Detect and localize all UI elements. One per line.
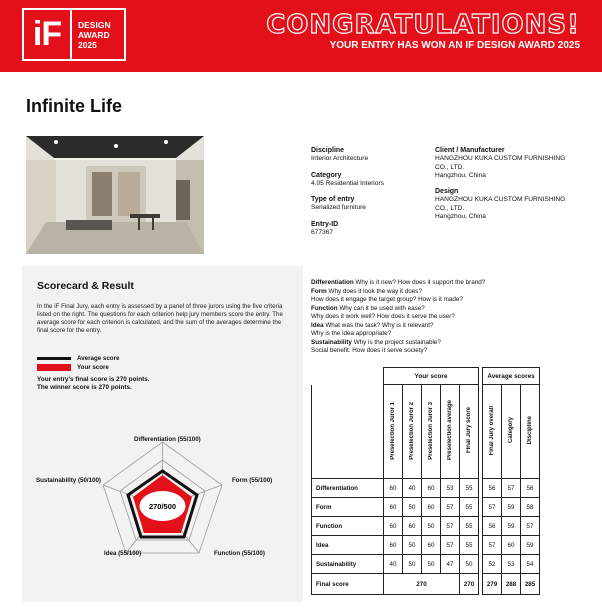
table-cell: 50 xyxy=(403,498,422,517)
table-cell: 53 xyxy=(441,479,460,498)
score-table xyxy=(311,367,540,595)
row-label: Form xyxy=(312,498,384,517)
logo-line: AWARD xyxy=(78,29,110,40)
scorecard-title: Scorecard & Result xyxy=(37,280,134,292)
radar-chart xyxy=(22,420,303,595)
client-name-suffix: CO., LTD. xyxy=(435,163,465,171)
table-row xyxy=(312,479,540,498)
criterion-name: Differentiation xyxy=(311,279,354,286)
your-score-swatch xyxy=(37,364,71,371)
criteria-line xyxy=(311,296,591,305)
table-cell: 60 xyxy=(403,517,422,536)
if-design-award-logo xyxy=(22,8,126,61)
award-header xyxy=(0,0,602,72)
logo-line: 2025 xyxy=(78,39,97,50)
your-score-header: Your score xyxy=(384,368,479,385)
table-cell: 60 xyxy=(384,479,403,498)
design-name: HANGZHOU KUKA CUSTOM FURNISHING xyxy=(435,196,566,204)
discipline-label: Discipline xyxy=(311,147,345,154)
table-cell: 57 xyxy=(483,536,502,555)
table-cell: 60 xyxy=(422,536,441,555)
radar-svg xyxy=(22,420,303,595)
table-cell: 59 xyxy=(502,517,521,536)
entry-photo xyxy=(26,136,204,254)
table-cell: 57 xyxy=(441,517,460,536)
criterion-text: What was the task? Why is it relevant? xyxy=(323,321,434,329)
table-cell: 60 xyxy=(422,498,441,517)
table-cell: 55 xyxy=(460,517,479,536)
table-cell: 60 xyxy=(384,536,403,555)
row-label: Idea xyxy=(312,536,384,555)
table-cell: 40 xyxy=(403,479,422,498)
client-name: HANGZHOU KUKA CUSTOM FURNISHING xyxy=(435,155,566,163)
table-cell: 50 xyxy=(422,555,441,574)
table-cell: 50 xyxy=(403,555,422,574)
table-row xyxy=(312,498,540,517)
discipline-value: Interior Architecture xyxy=(311,155,369,163)
logo-text xyxy=(72,20,111,50)
table-cell: 47 xyxy=(441,555,460,574)
table-cell: 57 xyxy=(521,517,540,536)
score-legend xyxy=(37,354,119,372)
criterion-text: Why does it work well? How does it serve the user? xyxy=(311,313,455,320)
radar-label-sustainability: Sustainability (50/100) xyxy=(36,477,101,484)
design-label: Design xyxy=(435,188,459,196)
table-cell: 59 xyxy=(502,498,521,517)
col-header: Final Jury score xyxy=(466,407,472,454)
table-cell: 55 xyxy=(460,479,479,498)
criterion-text: Social benefit: How does it serve society? xyxy=(311,347,428,354)
col-header: Preselection Juror 3 xyxy=(428,401,434,460)
radar-label-idea: Idea (55/100) xyxy=(104,550,142,557)
table-cell: 60 xyxy=(422,479,441,498)
entry-id-value: 677367 xyxy=(311,229,334,237)
table-cell: 54 xyxy=(521,555,540,574)
table-cell: 59 xyxy=(521,536,540,555)
radar-label-form: Form (55/100) xyxy=(232,477,273,484)
col-header: Discipline xyxy=(527,416,533,445)
table-cell: 57 xyxy=(502,479,521,498)
row-label: Differentiation xyxy=(312,479,384,498)
table-cell: 60 xyxy=(384,498,403,517)
table-cell: 57 xyxy=(483,498,502,517)
category-label: Category xyxy=(311,171,342,179)
table-cell: 57 xyxy=(441,536,460,555)
table-cell: 56 xyxy=(483,517,502,536)
table-cell: 56 xyxy=(483,479,502,498)
final-score-label: Final score xyxy=(312,574,384,595)
legend-yours: Your score xyxy=(77,364,109,371)
entry-id-label: Entry-ID xyxy=(311,220,339,228)
client-city: Hangzhou, China xyxy=(435,171,486,179)
final-score-row xyxy=(312,574,540,595)
col-header: Final Jury overall xyxy=(489,405,495,456)
criteria-list xyxy=(311,279,591,356)
table-cell: 60 xyxy=(384,517,403,536)
col-header: Preselection average xyxy=(447,400,453,461)
criteria-line xyxy=(311,339,591,348)
table-cell: 60 xyxy=(502,536,521,555)
entry-details-column xyxy=(311,147,421,245)
client-design-column xyxy=(435,147,585,229)
row-label: Function xyxy=(312,517,384,536)
criterion-text: Why can it be used with ease? xyxy=(337,304,425,312)
row-label: Sustainability xyxy=(312,555,384,574)
scorecard-description: In the iF Final Jury, each entry is assessed by a panel of three jurors using the five criteria listed on the right. The questions for each criterion help jury members score the entry. The average score for each criterion is calculated, and the sum of the averages determine the final score for the entry. xyxy=(37,303,283,334)
table-cell: 55 xyxy=(460,498,479,517)
table-cell: 50 xyxy=(460,555,479,574)
radar-label-function: Function (55/100) xyxy=(214,550,265,557)
criteria-line xyxy=(311,330,591,339)
table-cell: 53 xyxy=(502,555,521,574)
table-row xyxy=(312,555,540,574)
table-cell: 50 xyxy=(422,517,441,536)
criterion-text: Why is it new? How does it support the brand? xyxy=(353,279,486,286)
final-jury-total: 270 xyxy=(460,574,479,595)
final-overall-total: 279 xyxy=(483,574,502,595)
table-row xyxy=(312,536,540,555)
average-scores-header: Average scores xyxy=(483,368,540,385)
final-score-text xyxy=(37,376,150,392)
table-cell: 55 xyxy=(460,536,479,555)
criterion-name: Idea xyxy=(311,321,324,329)
criterion-text: Why is the idea appropriate? xyxy=(311,330,392,337)
table-cell: 58 xyxy=(521,498,540,517)
final-preselection-total: 270 xyxy=(384,574,460,595)
criterion-name: Sustainability xyxy=(311,338,352,346)
table-cell: 50 xyxy=(403,536,422,555)
design-city: Hangzhou, China xyxy=(435,213,486,221)
criteria-line xyxy=(311,313,591,322)
table-cell: 56 xyxy=(521,479,540,498)
col-header: Preselection Juror 2 xyxy=(409,401,415,460)
criteria-line xyxy=(311,305,591,314)
award-subheading: YOUR ENTRY HAS WON AN IF DESIGN AWARD 2025 xyxy=(329,40,580,51)
col-header: Preselection Juror 1 xyxy=(390,401,396,460)
radar-label-differentiation: Differentiation (55/100) xyxy=(134,436,201,443)
logo-line: DESIGN xyxy=(78,19,111,30)
final-score-line: Your entry's final score is 270 points. xyxy=(37,376,150,383)
criteria-line xyxy=(311,322,591,331)
table-cell: 40 xyxy=(384,555,403,574)
category-value: 4.05 Residential Interiors xyxy=(311,179,384,187)
criterion-name: Function xyxy=(311,304,338,312)
legend-average: Average score xyxy=(77,355,120,362)
winner-score-line: The winner score is 270 points. xyxy=(37,384,132,391)
criterion-text: Why is the project sustainable? xyxy=(351,338,441,346)
table-cell: 52 xyxy=(483,555,502,574)
final-category-total: 288 xyxy=(502,574,521,595)
interior-photo-illustration xyxy=(26,136,204,254)
congratulations-heading: CONGRATULATIONS! xyxy=(266,10,580,40)
table-row xyxy=(312,517,540,536)
col-header: Category xyxy=(508,417,514,444)
criteria-line xyxy=(311,288,591,297)
criterion-text: How does it engage the target group? How is it made? xyxy=(311,296,463,303)
final-discipline-total: 285 xyxy=(521,574,540,595)
criterion-text: Why does it look the way it does? xyxy=(326,287,422,295)
table-cell: 57 xyxy=(441,498,460,517)
average-score-swatch xyxy=(37,357,71,360)
type-label: Type of entry xyxy=(311,196,355,204)
design-name-suffix: CO., LTD. xyxy=(435,204,465,212)
if-logo-mark: iF xyxy=(24,10,72,59)
type-value: Serialized furniture xyxy=(311,204,366,212)
client-label: Client / Manufacturer xyxy=(435,147,505,154)
criterion-name: Form xyxy=(311,287,327,295)
radar-center-label: 270/500 xyxy=(148,502,177,511)
criteria-line xyxy=(311,347,591,356)
entry-title: Infinite Life xyxy=(26,96,122,116)
criteria-line xyxy=(311,279,591,288)
